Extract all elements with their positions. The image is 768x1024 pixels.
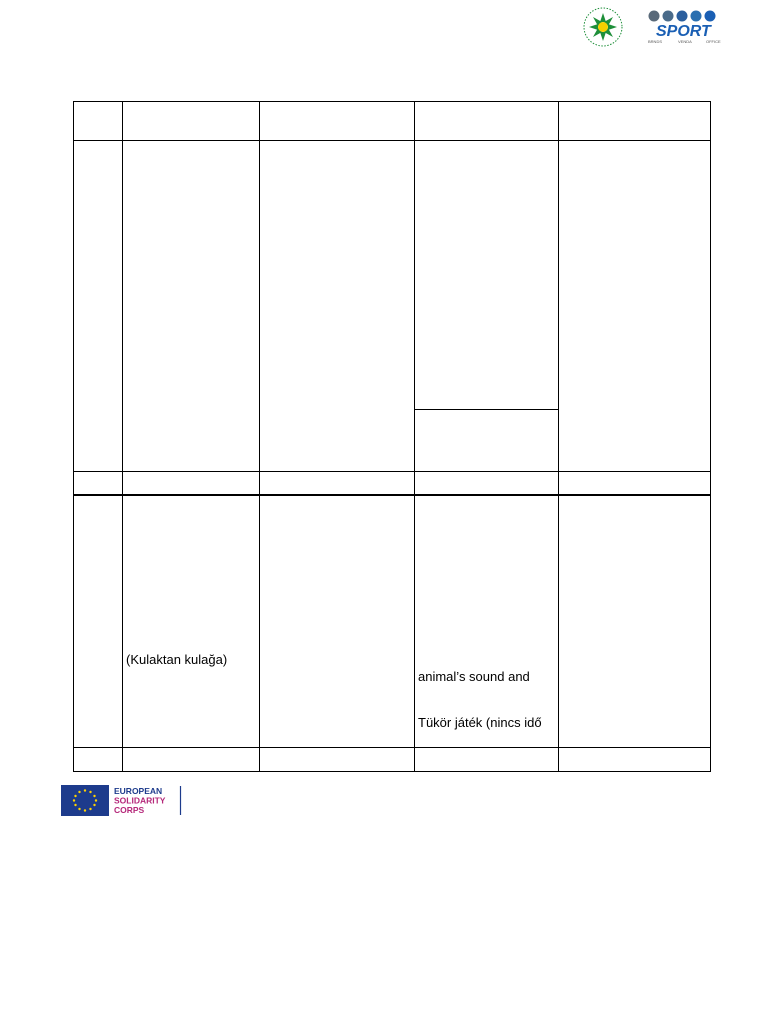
- sport-logo-sub-3: OFFICE: [706, 39, 721, 44]
- table-cell-text: animal’s sound and: [418, 669, 530, 684]
- esc-logo-line-2: SOLIDARITY: [114, 795, 166, 806]
- esc-logo-line-1: EUROPEAN: [114, 786, 163, 796]
- column-divider: [122, 102, 123, 771]
- table-cell-text: Tükör játék (nincs idő: [418, 715, 542, 730]
- sport-logo-word: SPORT: [656, 23, 711, 40]
- row-divider: [74, 140, 710, 141]
- sport-logo-sub-2: VENDA: [678, 39, 692, 44]
- sport-logo-sub-1: BRNDS: [648, 39, 663, 44]
- row-divider: [74, 471, 710, 472]
- column-divider: [558, 102, 559, 771]
- row-divider: [74, 747, 710, 748]
- cell-divider: [414, 409, 558, 410]
- table-cell-text: (Kulaktan kulağa): [126, 652, 228, 667]
- activity-table: [73, 101, 711, 772]
- european-solidarity-corps-logo: [61, 785, 183, 816]
- column-divider: [259, 102, 260, 771]
- row-divider: [74, 494, 710, 496]
- column-divider: [414, 102, 415, 771]
- esc-logo-line-3: CORPS: [114, 805, 145, 815]
- sport-office-logo: [646, 8, 726, 44]
- green-sun-association-logo: [578, 6, 628, 48]
